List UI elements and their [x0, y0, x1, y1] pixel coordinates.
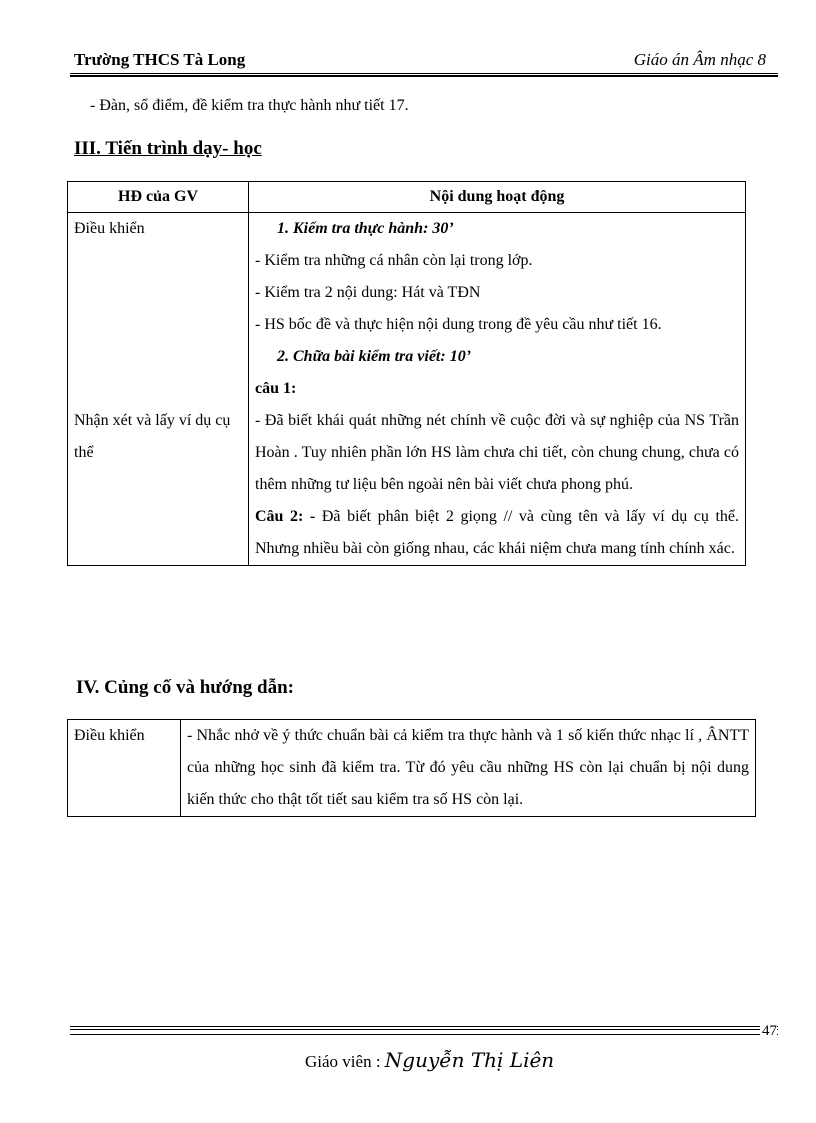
teacher-label: Giáo viên : [305, 1052, 381, 1071]
header-divider [70, 73, 778, 77]
question-1-text: - Đã biết khái quát những nét chính về cuộc đời và sự nghiệp của NS Trần Hoàn . Tuy nhiên phần lớn HS làm chưa chi tiết, còn chung chung, chưa có thêm những tư liệu bên ngoài nên bài viết chưa phong phú. [255, 412, 739, 493]
heading-written-test: 2. Chữa bài kiểm tra viết: 10’ [277, 348, 472, 365]
question-2-text: Đã biết phân biệt 2 giọng // và cùng tên và lấy ví dụ cụ thể. Nhưng nhiều bài còn giống nhau, các khái niệm chưa mang tính chính xác. [255, 508, 740, 557]
school-name: Trường THCS Tà Long [74, 50, 246, 69]
content-line-2: - Kiểm tra 2 nội dung: Hát và TĐN [255, 284, 481, 301]
consolidation-teacher-cell: Điều khiển [68, 720, 181, 817]
column-header-content: Nội dung hoạt động [249, 182, 746, 213]
teacher-activity-cell [68, 213, 249, 566]
question-1-label: câu 1: [255, 380, 297, 397]
section-3-title: III. Tiến trình dạy- học [74, 138, 262, 159]
page-number: 47 [762, 1023, 777, 1039]
teacher-activity-1: Điều khiển [74, 220, 145, 237]
consolidation-table [67, 719, 756, 817]
section-4-title: IV. Củng cố và hướng dẫn: [76, 677, 294, 698]
consolidation-content-cell: - Nhắc nhở về ý thức chuẩn bài cả kiểm tra thực hành và 1 số kiến thức nhạc lí , ÂNTT của những học sinh đã kiểm tra. Từ đó yêu cầu những HS còn lại chuẩn bị nội dung kiến thức cho thật tốt tiết sau kiểm tra số HS còn lại. [181, 720, 756, 817]
lesson-activity-table [67, 181, 746, 566]
column-header-teacher: HĐ của GV [68, 182, 249, 213]
heading-practical-test: 1. Kiểm tra thực hành: 30’ [277, 220, 454, 237]
question-2-label: Câu 2: - [255, 508, 316, 525]
footer-divider [70, 1026, 778, 1035]
subject-title: Giáo án Âm nhạc 8 [633, 50, 766, 69]
content-line-1: - Kiểm tra những cá nhân còn lại trong lớp. [255, 252, 533, 269]
content-cell [249, 213, 746, 566]
question-2 [255, 501, 739, 565]
materials-line: - Đàn, sổ điểm, đề kiểm tra thực hành như tiết 17. [90, 97, 409, 114]
teacher-signature-line [305, 1048, 554, 1072]
content-line-3: - HS bốc đề và thực hiện nội dung trong đề yêu cầu như tiết 16. [255, 316, 662, 333]
teacher-name: Nguyễn Thị Liên [384, 1048, 555, 1072]
teacher-activity-2: Nhận xét và lấy ví dụ cụ thể [74, 412, 231, 461]
